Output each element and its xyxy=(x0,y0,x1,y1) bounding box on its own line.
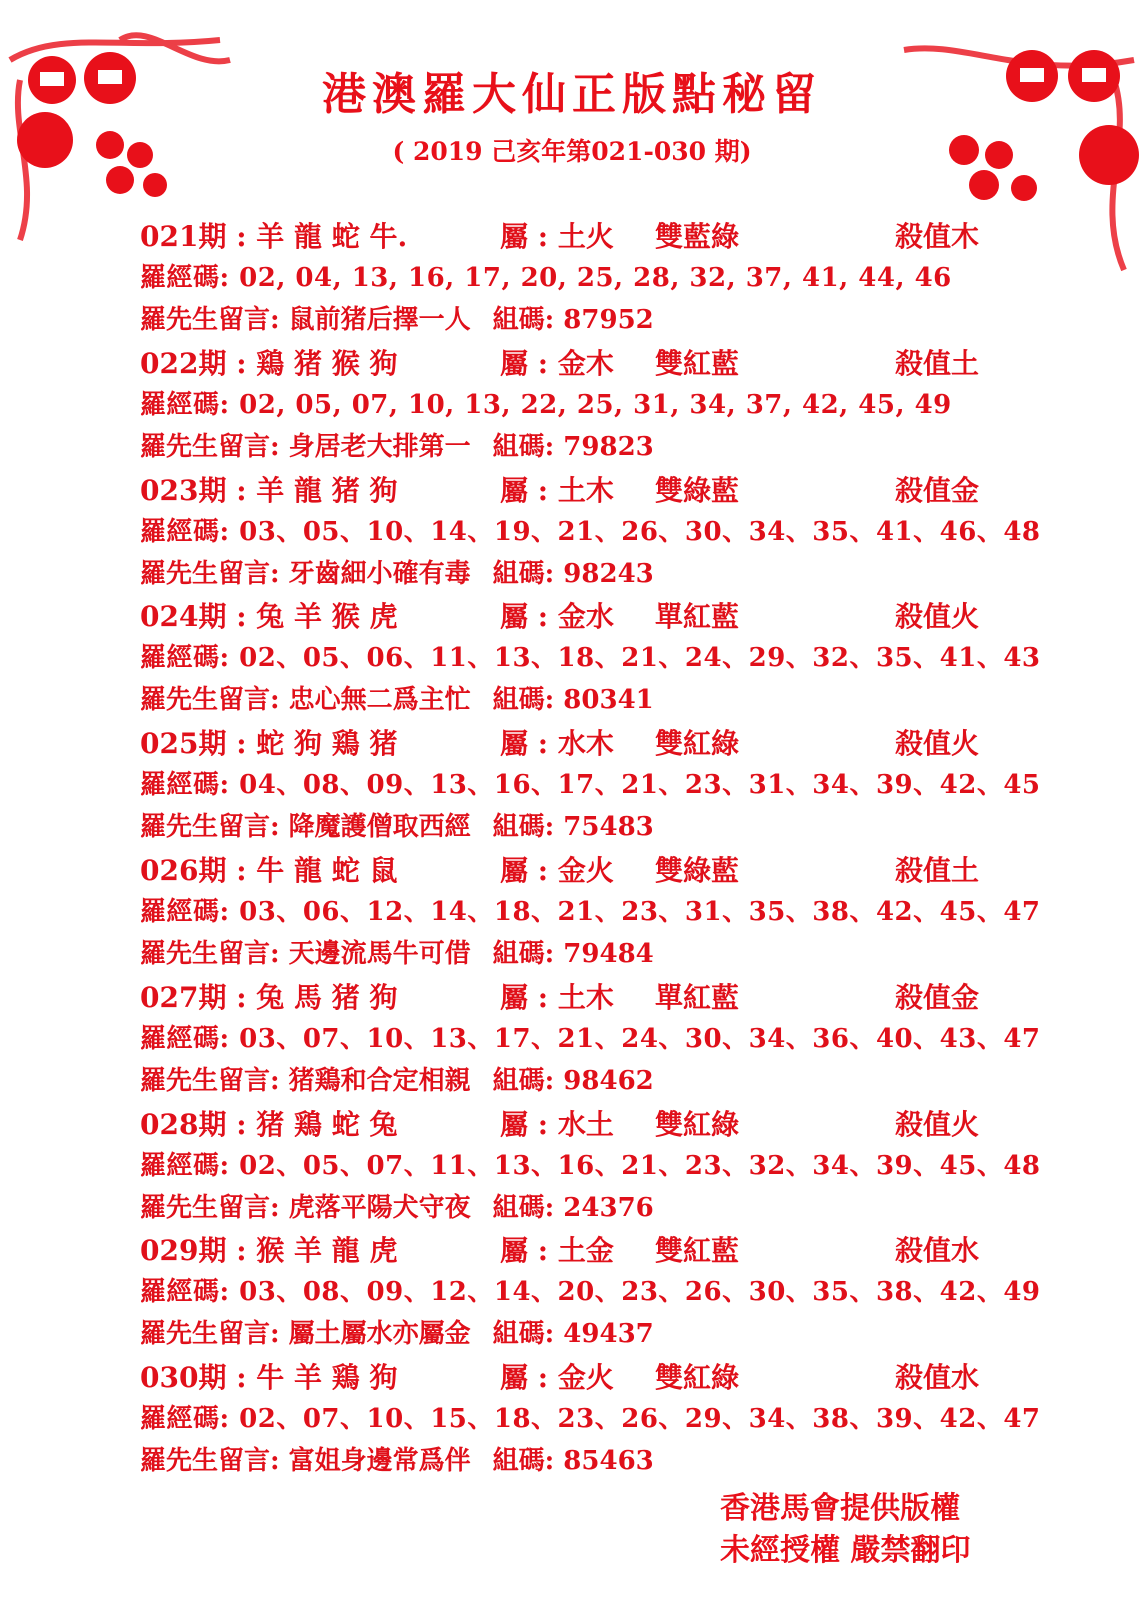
issue-attribute: 屬 : 金火 xyxy=(500,1361,614,1395)
issue-kill: 殺值木 xyxy=(895,220,980,253)
issue-code: 組碼: 98462 xyxy=(492,1065,654,1096)
issue-code: 組碼: 24376 xyxy=(492,1192,654,1223)
issue-kill: 殺值水 xyxy=(895,1234,980,1268)
issue-code: 組碼: 80341 xyxy=(492,685,654,716)
issue-message: 羅先生留言: 身居老大排第一 xyxy=(140,431,471,462)
issue-period: 024期 : 兔 羊 猴 虎 xyxy=(140,600,398,634)
issue-color-type: 雙紅綠 xyxy=(655,727,740,761)
page-subtitle: ( 2019 己亥年第021-030 期) xyxy=(392,137,752,166)
issue-period: 028期 : 猪 鶏 蛇 兔 xyxy=(140,1107,398,1141)
issue-item xyxy=(140,215,1010,342)
issue-period: 021期 : 羊 龍 蛇 牛. xyxy=(140,220,408,253)
issue-kill: 殺值土 xyxy=(895,346,980,380)
issue-kill: 殺值水 xyxy=(895,1361,980,1395)
issue-numbers: 羅經碼: 02、05、07、11、13、16、21、23、32、34、39、45、48 xyxy=(140,1150,1041,1181)
issue-message: 羅先生留言: 忠心無二爲主忙 xyxy=(140,685,471,716)
issue-numbers: 羅經碼: 02, 05, 07, 10, 13, 22, 25, 31, 34, 37, 42, 45, 49 xyxy=(140,389,952,420)
issue-message: 羅先生留言: 牙齒細小確有毒 xyxy=(140,558,471,589)
issue-message: 羅先生留言: 降魔護僧取西經 xyxy=(140,812,471,843)
issue-numbers: 羅經碼: 03、08、09、12、14、20、23、26、30、35、38、42、49 xyxy=(140,1277,1041,1308)
issue-period: 029期 : 猴 羊 龍 虎 xyxy=(140,1234,398,1268)
issue-code: 組碼: 98243 xyxy=(492,558,654,589)
issue-color-type: 雙紅藍 xyxy=(655,1234,740,1268)
issue-attribute: 屬 : 土木 xyxy=(500,980,614,1014)
issue-kill: 殺值火 xyxy=(895,727,980,761)
issue-item xyxy=(140,722,1041,849)
issue-color-type: 單紅藍 xyxy=(655,600,740,634)
issue-attribute: 屬 : 土木 xyxy=(500,473,614,507)
issue-kill: 殺值土 xyxy=(895,853,980,887)
issue-color-type: 雙紅綠 xyxy=(655,1361,740,1395)
issue-color-type: 雙紅藍 xyxy=(655,346,740,380)
copyright-notice xyxy=(720,1488,970,1572)
issue-period: 023期 : 羊 龍 猪 狗 xyxy=(140,473,398,507)
issue-message: 羅先生留言: 富姐身邊常爲伴 xyxy=(140,1446,471,1477)
issue-numbers: 羅經碼: 02、05、06、11、13、18、21、24、29、32、35、41、43 xyxy=(140,643,1041,674)
issue-period: 030期 : 牛 羊 鶏 狗 xyxy=(140,1361,398,1395)
issue-list xyxy=(140,215,1041,1483)
issue-attribute: 屬 : 金木 xyxy=(500,346,614,380)
issue-period: 025期 : 蛇 狗 鶏 猪 xyxy=(140,727,398,761)
issue-color-type: 雙藍綠 xyxy=(655,220,740,253)
issue-item xyxy=(140,595,1041,722)
issue-code: 組碼: 49437 xyxy=(492,1319,654,1350)
issue-code: 組碼: 85463 xyxy=(492,1446,654,1477)
issue-item xyxy=(140,342,1010,469)
issue-color-type: 雙綠藍 xyxy=(655,473,740,507)
issue-numbers: 羅經碼: 02, 04, 13, 16, 17, 20, 25, 28, 32, 37, 41, 44, 46 xyxy=(140,263,952,293)
issue-kill: 殺值金 xyxy=(895,473,980,507)
issue-attribute: 屬 : 水土 xyxy=(500,1107,614,1141)
issue-code: 組碼: 87952 xyxy=(492,305,654,335)
issue-numbers: 羅經碼: 03、06、12、14、18、21、23、31、35、38、42、45、47 xyxy=(140,896,1041,927)
issue-item xyxy=(140,1356,1041,1483)
issue-message: 羅先生留言: 鼠前猪后擇一人 xyxy=(140,305,471,335)
issue-period: 022期 : 鶏 猪 猴 狗 xyxy=(140,346,398,380)
issue-numbers: 羅經碼: 02、07、10、15、18、23、26、29、34、38、39、42、47 xyxy=(140,1404,1041,1435)
issue-numbers: 羅經碼: 03、07、10、13、17、21、24、30、34、36、40、43、47 xyxy=(140,1023,1041,1054)
issue-item xyxy=(140,849,1041,976)
page-title: 港澳羅大仙正版點秘留 xyxy=(322,69,822,120)
issue-message: 羅先生留言: 天邊流馬牛可借 xyxy=(140,938,471,969)
issue-attribute: 屬 : 金水 xyxy=(500,600,614,634)
issue-message: 羅先生留言: 猪鶏和合定相親 xyxy=(140,1065,471,1096)
issue-code: 組碼: 79484 xyxy=(492,938,654,969)
issue-numbers: 羅經碼: 03、05、10、14、19、21、26、30、34、35、41、46、48 xyxy=(140,516,1041,547)
copyright-line-2: 未經授權 嚴禁翻印 xyxy=(720,1533,971,1568)
issue-kill: 殺值火 xyxy=(895,1107,980,1141)
issue-item xyxy=(140,469,1041,596)
issue-numbers: 羅經碼: 04、08、09、13、16、17、21、23、31、34、39、42、45 xyxy=(140,770,1041,801)
issue-period: 026期 : 牛 龍 蛇 鼠 xyxy=(140,853,398,887)
issue-attribute: 屬 : 金火 xyxy=(500,853,614,887)
issue-attribute: 屬 : 土火 xyxy=(500,220,614,253)
issue-code: 組碼: 75483 xyxy=(492,812,654,843)
issue-color-type: 雙紅綠 xyxy=(655,1107,740,1141)
issue-item xyxy=(140,1229,1041,1356)
issue-attribute: 屬 : 水木 xyxy=(500,727,614,761)
issue-period: 027期 : 兔 馬 猪 狗 xyxy=(140,980,398,1014)
issue-message: 羅先生留言: 屬土屬水亦屬金 xyxy=(140,1319,471,1350)
issue-code: 組碼: 79823 xyxy=(492,431,654,462)
issue-message: 羅先生留言: 虎落平陽犬守夜 xyxy=(140,1192,471,1223)
issue-item xyxy=(140,1103,1041,1230)
issue-kill: 殺值火 xyxy=(895,600,980,634)
issue-color-type: 雙綠藍 xyxy=(655,853,740,887)
issue-kill: 殺值金 xyxy=(895,980,980,1014)
issue-attribute: 屬 : 土金 xyxy=(500,1234,614,1268)
issue-item xyxy=(140,976,1041,1103)
copyright-line-1: 香港馬會提供版權 xyxy=(720,1491,960,1526)
issue-color-type: 單紅藍 xyxy=(655,980,740,1014)
